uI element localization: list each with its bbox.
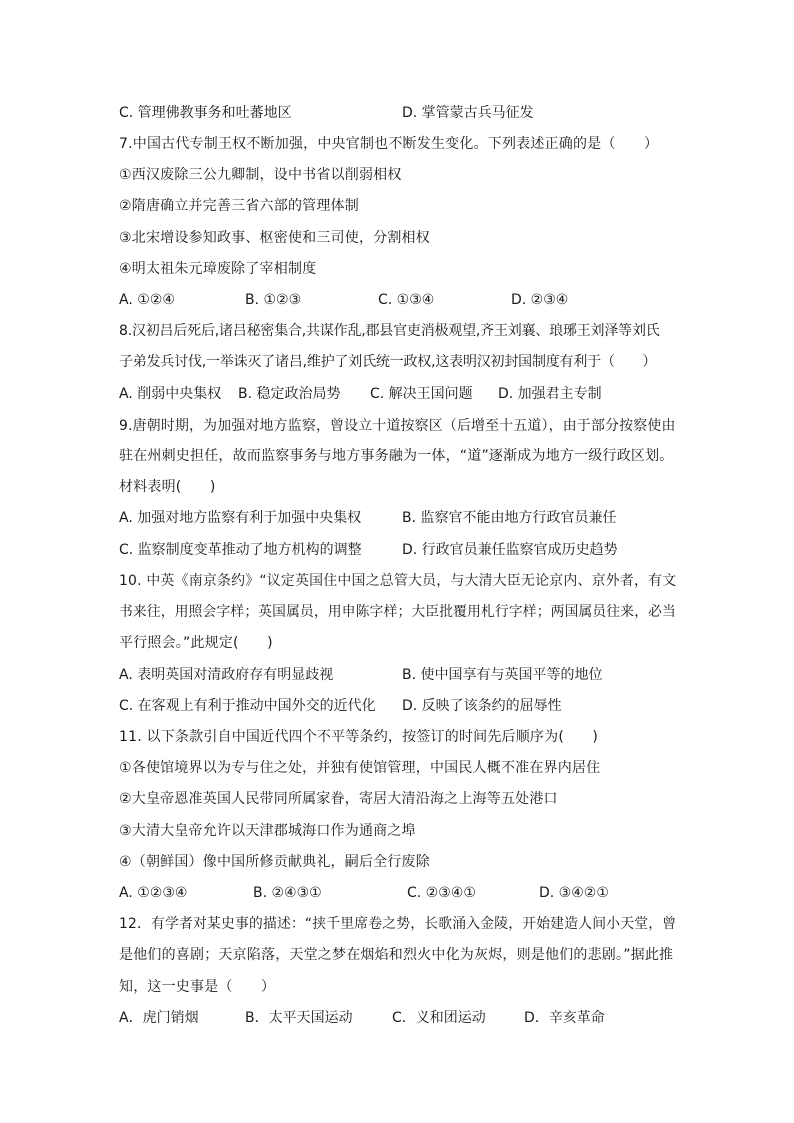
- q11-option-a: A. ①②③④: [119, 885, 188, 901]
- q9-line-1: 9.唐朝时期，为加强对地方监察，曾设立十道按察区（后增至十五道），由于部分按察使由: [119, 418, 676, 434]
- q7-option-c: C. ①③④: [378, 292, 435, 308]
- q12-line-3: 知，这一史事是（ ）: [119, 979, 276, 995]
- q10-option-a: A. 表明英国对清政府存有明显歧视: [119, 667, 334, 683]
- q8-line-1: 8.汉初吕后死后,诸吕秘密集合,共谋作乱,郡县官吏消极观望,齐王刘襄、琅琊王刘泽等刘氏: [119, 323, 660, 339]
- q12-option-b: B．太平天国运动: [245, 1010, 353, 1026]
- q11-item-4: ④（朝鲜国）像中国所修贡献典礼，嗣后全行废除: [119, 854, 430, 870]
- q12-line-1: 12．有学者对某史事的描述：“挟千里席卷之势，长歌涌入金陵，开始建造人间小天堂，曾: [119, 916, 677, 932]
- q7-item-1: ①西汉废除三公九卿制，设中书省以削弱相权: [119, 167, 402, 183]
- q10-option-d: D. 反映了该条约的屈辱性: [402, 698, 562, 714]
- q10-option-c: C. 在客观上有利于推动中国外交的近代化: [119, 698, 376, 714]
- q7-option-a: A. ①②④: [119, 292, 175, 308]
- q12-option-c: C．义和团运动: [392, 1010, 486, 1026]
- q11-item-2: ②大皇帝恩准英国人民带同所属家眷，寄居大清沿海之上海等五处港口: [119, 791, 558, 807]
- q9-option-b: B. 监察官不能由地方行政官员兼任: [402, 510, 617, 526]
- q7-stem: 7.中国古代专制王权不断加强，中央官制也不断发生变化。下列表述正确的是（ ）: [119, 136, 659, 152]
- q11-option-c: C. ②③④①: [407, 885, 476, 901]
- option-c: C. 管理佛教事务和吐蕃地区: [119, 105, 292, 121]
- q8-option-c: C. 解决王国问题: [370, 386, 473, 402]
- q10-line-3: 平行照会。”此规定( ): [119, 635, 273, 651]
- q10-line-2: 书来往，用照会字样；英国属员，用申陈字样；大臣批覆用札行字样；两国属员往来，必当: [119, 604, 676, 620]
- q11-option-b: B. ②④③①: [253, 885, 322, 901]
- q11-item-1: ①各使馆境界以为专与住之处，并独有使馆管理，中国民人概不准在界内居住: [119, 760, 601, 776]
- q9-line-3: 材料表明( ): [119, 479, 216, 495]
- q12-line-2: 是他们的喜剧；天京陷落，天堂之梦在烟焰和烈火中化为灰烬，则是他们的悲剧。”据此推: [119, 947, 674, 963]
- q12-option-d: D．辛亥革命: [524, 1010, 605, 1026]
- q12-option-a: A．虎门销烟: [119, 1010, 199, 1026]
- q8-option-b: B. 稳定政治局势: [238, 386, 341, 402]
- q8-option-d: D. 加强君主专制: [498, 386, 602, 402]
- q9-option-d: D. 行政官员兼任监察官成历史趋势: [402, 542, 618, 558]
- q7-option-b: B. ①②③: [245, 292, 302, 308]
- q11-item-3: ③大清大皇帝允许以天津郡城海口作为通商之埠: [119, 823, 416, 839]
- q8-option-a: A. 削弱中央集权: [119, 386, 222, 402]
- q9-option-c: C. 监察制度变革推动了地方机构的调整: [119, 542, 362, 558]
- q10-line-1: 10. 中英《南京条约》“议定英国住中国之总管大员，与大清大臣无论京内、京外者，有文: [119, 573, 677, 589]
- q7-option-d: D. ②③④: [511, 292, 569, 308]
- q7-item-2: ②隋唐确立并完善三省六部的管理体制: [119, 198, 359, 214]
- q7-item-4: ④明太祖朱元璋废除了宰相制度: [119, 261, 317, 277]
- q7-item-3: ③北宋增设参知政事、枢密使和三司使，分割相权: [119, 230, 430, 246]
- q11-option-d: D. ③④②①: [539, 885, 609, 901]
- q8-line-2: 子弟发兵讨伐,一举诛灭了诸吕,维护了刘氏统一政权,这表明汉初封国制度有利于（ ）: [119, 354, 657, 370]
- q9-line-2: 驻在州刺史担任，故而监察事务与地方事务融为一体，“道”逐渐成为地方一级行政区划。: [119, 448, 674, 464]
- option-d: D. 掌管蒙古兵马征发: [402, 105, 534, 121]
- q9-option-a: A. 加强对地方监察有利于加强中央集权: [119, 510, 362, 526]
- q10-option-b: B. 使中国享有与英国平等的地位: [402, 667, 603, 683]
- q11-stem: 11. 以下条款引自中国近代四个不平等条约，按签订的时间先后顺序为( ): [119, 729, 599, 745]
